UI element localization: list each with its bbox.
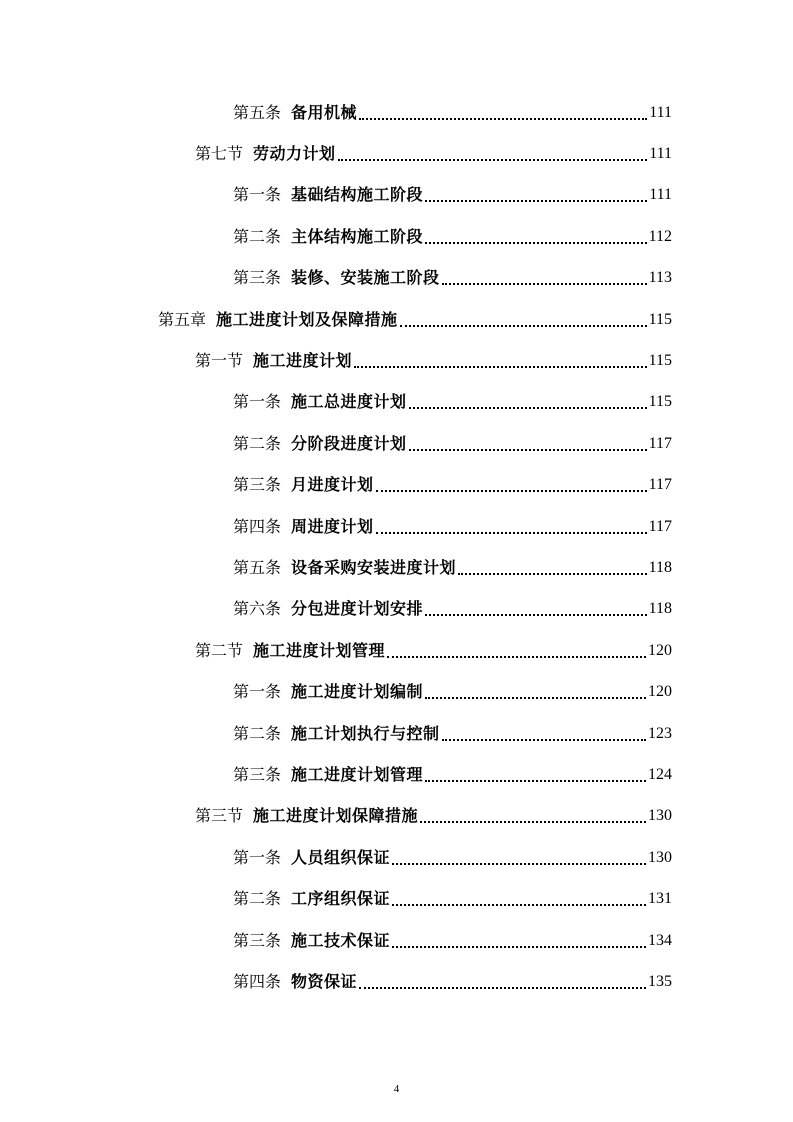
toc-entry-title: 工序组织保证 (291, 889, 391, 909)
toc-entry-number: 第三条 (233, 930, 282, 950)
toc-dot-leader (354, 351, 647, 371)
toc-entry-page: 131 (648, 890, 672, 908)
toc-dot-leader (425, 599, 647, 619)
toc-entry-number: 第五条 (233, 102, 282, 122)
toc-entry-title: 施工进度计划 (253, 351, 353, 371)
toc-dot-leader (392, 889, 646, 909)
toc-entry-number: 第二条 (233, 433, 282, 453)
toc-dot-leader (425, 765, 646, 785)
toc-entry-page: 135 (648, 972, 672, 990)
toc-dot-leader (392, 848, 646, 868)
toc-entry[interactable] (0, 340, 793, 381)
toc-entry-number: 第三条 (233, 268, 282, 288)
toc-entry-page: 111 (649, 145, 672, 163)
toc-entry[interactable] (0, 589, 793, 630)
toc-entry-title: 施工进度计划管理 (291, 764, 424, 784)
toc-entry-number: 第一节 (195, 351, 244, 371)
toc-dot-leader (458, 558, 647, 578)
toc-entry-title: 物资保证 (291, 971, 358, 991)
toc-dot-leader (425, 682, 646, 702)
toc-dot-leader (400, 310, 647, 330)
toc-entry[interactable] (0, 92, 793, 133)
toc-dot-leader (420, 806, 646, 826)
toc-entry-page: 112 (648, 227, 672, 245)
toc-entry-number: 第四条 (233, 516, 282, 536)
toc-entry[interactable] (0, 920, 793, 961)
toc-entry-number: 第四条 (233, 971, 282, 991)
toc-entry-page: 118 (648, 600, 672, 618)
toc-entry-title: 施工进度计划编制 (291, 682, 424, 702)
toc-entry-page: 113 (648, 269, 672, 287)
toc-entry-number: 第二条 (233, 723, 282, 743)
toc-entry-number: 第三条 (233, 475, 282, 495)
toc-entry-title: 月进度计划 (291, 475, 374, 495)
toc-dot-leader (409, 434, 647, 454)
toc-entry-page: 117 (648, 517, 672, 535)
toc-entry-number: 第一条 (233, 185, 282, 205)
toc-entry-number: 第一条 (233, 847, 282, 867)
toc-dot-leader (425, 185, 647, 205)
toc-entry[interactable] (0, 175, 793, 216)
toc-dot-leader (409, 392, 647, 412)
toc-entry-title: 备用机械 (291, 102, 358, 122)
toc-entry-page: 111 (649, 186, 672, 204)
toc-dot-leader (387, 641, 646, 661)
toc-entry[interactable] (0, 133, 793, 174)
toc-dot-leader (376, 475, 647, 495)
toc-dot-leader (442, 724, 646, 744)
toc-entry-title: 分阶段进度计划 (291, 433, 407, 453)
toc-entry-page: 134 (648, 931, 672, 949)
toc-entry-number: 第二条 (233, 889, 282, 909)
toc-entry-page: 120 (648, 641, 672, 659)
toc-entry[interactable] (0, 423, 793, 464)
toc-entry-number: 第七节 (195, 144, 244, 164)
toc-entry-page: 118 (648, 558, 672, 576)
toc-entry-number: 第三条 (233, 764, 282, 784)
toc-entry[interactable] (0, 216, 793, 257)
toc-entry-page: 115 (648, 310, 672, 328)
toc-entry-title: 基础结构施工阶段 (291, 185, 424, 205)
toc-entry-number: 第五条 (233, 557, 282, 577)
toc-entry-title: 施工进度计划管理 (253, 640, 386, 660)
toc-entry-title: 劳动力计划 (253, 144, 336, 164)
toc-entry-title: 施工技术保证 (291, 930, 391, 950)
toc-entry[interactable] (0, 796, 793, 837)
toc-entry-title: 施工进度计划及保障措施 (216, 309, 398, 329)
toc-dot-leader (338, 144, 648, 164)
toc-entry-page: 124 (648, 765, 672, 783)
toc-dot-leader (359, 972, 646, 992)
toc-dot-leader (442, 268, 647, 288)
toc-entry-title: 周进度计划 (291, 516, 374, 536)
table-of-contents (0, 92, 793, 1003)
toc-entry-number: 第五章 (158, 309, 207, 329)
toc-entry-number: 第一条 (233, 392, 282, 412)
toc-entry[interactable] (0, 547, 793, 588)
toc-dot-leader (359, 103, 647, 123)
toc-entry-number: 第六条 (233, 599, 282, 619)
toc-entry[interactable] (0, 382, 793, 423)
toc-entry[interactable] (0, 506, 793, 547)
toc-entry-page: 117 (648, 434, 672, 452)
toc-entry[interactable] (0, 878, 793, 919)
toc-entry-page: 130 (648, 848, 672, 866)
toc-entry[interactable] (0, 961, 793, 1002)
toc-entry-page: 115 (648, 352, 672, 370)
toc-entry-number: 第一条 (233, 682, 282, 702)
toc-entry-number: 第二节 (195, 640, 244, 660)
toc-entry-title: 施工进度计划保障措施 (253, 806, 419, 826)
toc-entry[interactable] (0, 713, 793, 754)
toc-entry-page: 123 (648, 724, 672, 742)
toc-entry-page: 111 (649, 103, 672, 121)
toc-entry[interactable] (0, 465, 793, 506)
toc-entry[interactable] (0, 630, 793, 671)
toc-entry-page: 130 (648, 807, 672, 825)
toc-entry[interactable] (0, 837, 793, 878)
toc-dot-leader (376, 517, 647, 537)
toc-entry-page: 120 (648, 683, 672, 701)
toc-entry[interactable] (0, 299, 793, 340)
toc-entry-title: 设备采购安装进度计划 (291, 557, 457, 577)
toc-dot-leader (392, 931, 646, 951)
toc-entry-page: 117 (648, 476, 672, 494)
toc-entry[interactable] (0, 754, 793, 795)
toc-dot-leader (425, 227, 647, 247)
toc-entry[interactable] (0, 671, 793, 712)
toc-entry-number: 第三节 (195, 806, 244, 826)
toc-entry-title: 分包进度计划安排 (291, 599, 424, 619)
toc-entry-title: 主体结构施工阶段 (291, 226, 424, 246)
toc-entry-title: 施工计划执行与控制 (291, 723, 440, 743)
toc-entry-page: 115 (648, 393, 672, 411)
toc-entry-title: 人员组织保证 (291, 847, 391, 867)
page-number: 4 (393, 1083, 400, 1095)
toc-entry-title: 装修、安装施工阶段 (291, 268, 440, 288)
toc-entry-number: 第二条 (233, 226, 282, 246)
toc-entry-title: 施工总进度计划 (291, 392, 407, 412)
toc-entry[interactable] (0, 258, 793, 299)
